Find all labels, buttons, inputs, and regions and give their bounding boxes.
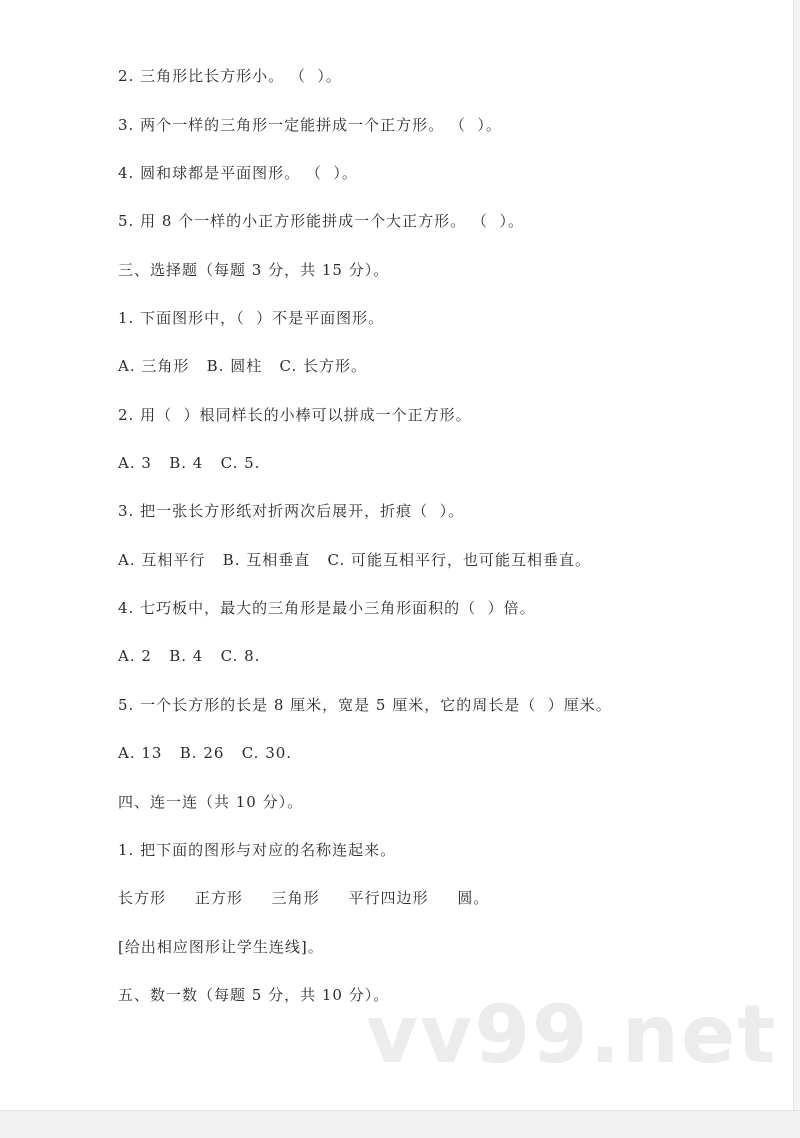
choice-question-4: 4. 七巧板中，最大的三角形是最小三角形面积的（ ）倍。 — [118, 599, 536, 617]
choice-options-3: A. 互相平行 B. 互相垂直 C. 可能互相平行，也可能互相垂直。 — [118, 551, 592, 569]
choice-question-3: 3. 把一张长方形纸对折两次后展开，折痕（ ）。 — [118, 502, 465, 520]
choice-question-1: 1. 下面图形中，（ ）不是平面图形。 — [118, 309, 385, 327]
section-heading-3: 三、选择题（每题 3 分，共 15 分）。 — [118, 261, 390, 279]
true-false-item-4: 4. 圆和球都是平面图形。 （ ）。 — [118, 164, 358, 182]
choice-options-5: A. 13 B. 26 C. 30. — [118, 744, 293, 762]
choice-options-4: A. 2 B. 4 C. 8. — [118, 647, 261, 665]
section-heading-4: 四、连一连（共 10 分）。 — [118, 793, 304, 811]
true-false-item-5: 5. 用 8 个一样的小正方形能拼成一个大正方形。 （ ）。 — [118, 212, 524, 230]
true-false-item-2: 2. 三角形比长方形小。 （ ）。 — [118, 67, 342, 85]
matching-question-1: 1. 把下面的图形与对应的名称连起来。 — [118, 841, 397, 859]
choice-question-5: 5. 一个长方形的长是 8 厘米，宽是 5 厘米，它的周长是（ ）厘米。 — [118, 696, 612, 714]
page-right-edge — [793, 0, 800, 1110]
choice-options-2: A. 3 B. 4 C. 5. — [118, 454, 261, 472]
viewer-bottom-bar — [0, 1110, 800, 1138]
watermark-logo: vv99.net — [366, 988, 778, 1081]
true-false-item-3: 3. 两个一样的三角形一定能拼成一个正方形。 （ ）。 — [118, 116, 502, 134]
choice-question-2: 2. 用（ ）根同样长的小棒可以拼成一个正方形。 — [118, 406, 472, 424]
shape-names-row: 长方形 正方形 三角形 平行四边形 圆。 — [118, 889, 490, 907]
section-heading-5: 五、数一数（每题 5 分，共 10 分）。 — [118, 986, 390, 1004]
choice-options-1: A. 三角形 B. 圆柱 C. 长方形。 — [118, 357, 368, 375]
matching-note: [给出相应图形让学生连线]。 — [118, 938, 324, 956]
